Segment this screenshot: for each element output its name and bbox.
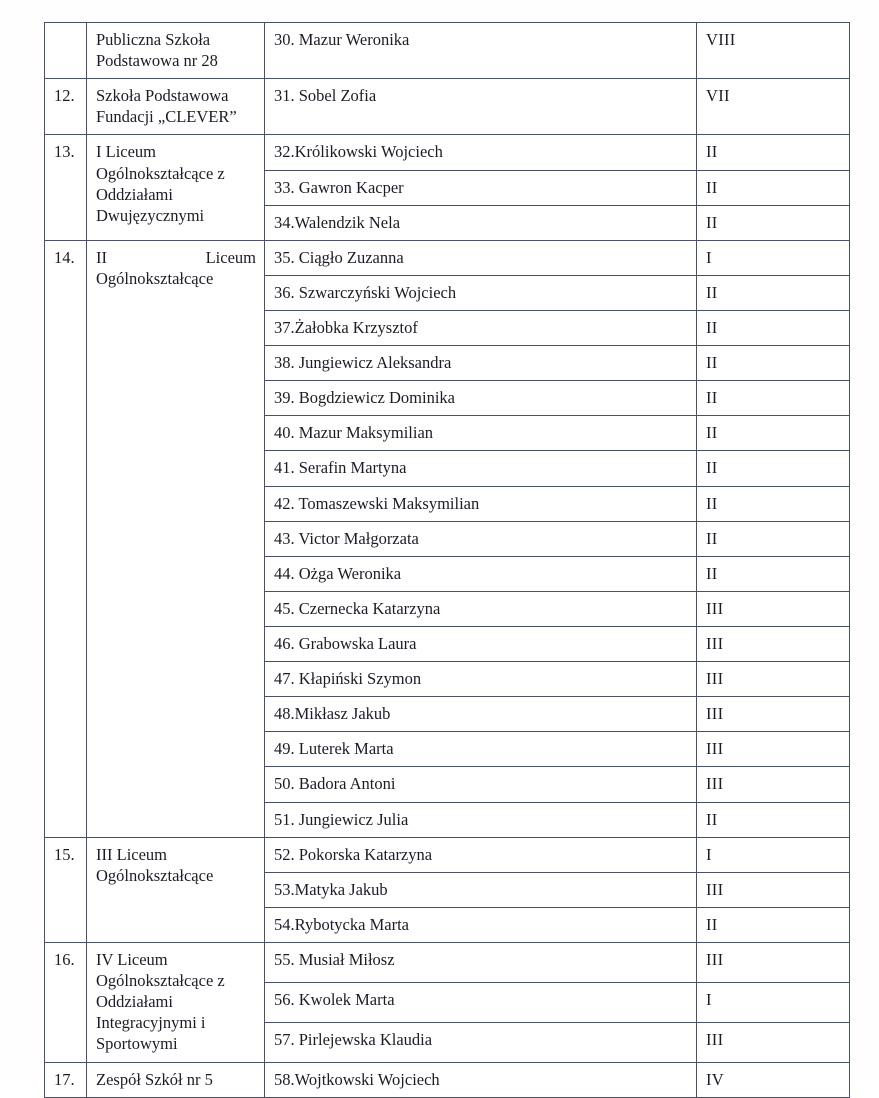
school-line: Szkoła Podstawowa xyxy=(96,86,229,106)
school-line: Ogólnokształcące z xyxy=(96,163,225,183)
class-cell: II xyxy=(697,802,850,837)
school-line: Fundacji „CLEVER” xyxy=(96,107,237,127)
school-line: Integracyjnymi i xyxy=(96,1013,206,1033)
class-cell: II xyxy=(697,381,850,416)
class-cell: II xyxy=(697,416,850,451)
school-line: Sportowymi xyxy=(96,1034,178,1054)
table-row xyxy=(45,837,850,872)
student-name-cell: 31. Sobel Zofia xyxy=(265,79,697,135)
class-cell: III xyxy=(697,662,850,697)
school-line: Podstawowa nr 28 xyxy=(96,51,218,71)
class-cell: II xyxy=(697,451,850,486)
school-line: Oddziałami xyxy=(96,992,173,1012)
student-name-cell: 49. Luterek Marta xyxy=(265,732,697,767)
student-name-cell: 54.Rybotycka Marta xyxy=(265,907,697,942)
class-cell: III xyxy=(697,767,850,802)
class-cell: III xyxy=(697,626,850,661)
student-name-cell: 42. Tomaszewski Maksymilian xyxy=(265,486,697,521)
class-cell: I xyxy=(697,837,850,872)
student-name-cell: 46. Grabowska Laura xyxy=(265,626,697,661)
class-cell: IV xyxy=(697,1062,850,1097)
class-cell: II xyxy=(697,275,850,310)
student-name-cell: 57. Pirlejewska Klaudia xyxy=(265,1022,697,1062)
student-name-cell: 36. Szwarczyński Wojciech xyxy=(265,275,697,310)
school-line: I Liceum xyxy=(96,142,157,162)
class-cell: II xyxy=(697,135,850,170)
school-line: Oddziałami xyxy=(96,184,173,204)
student-name-cell: 34.Walendzik Nela xyxy=(265,205,697,240)
school-cell xyxy=(87,837,265,942)
student-name-cell: 43. Victor Małgorzata xyxy=(265,521,697,556)
table-row xyxy=(45,23,850,79)
class-cell: III xyxy=(697,591,850,626)
student-roster-table xyxy=(44,22,850,1098)
row-number-cell: 12. xyxy=(45,79,87,135)
student-name-cell: 58.Wojtkowski Wojciech xyxy=(265,1062,697,1097)
class-cell: I xyxy=(697,240,850,275)
student-name-cell: 41. Serafin Martyna xyxy=(265,451,697,486)
student-name-cell: 53.Matyka Jakub xyxy=(265,872,697,907)
school-line: IV Liceum xyxy=(96,949,168,969)
student-name-cell: 37.Żałobka Krzysztof xyxy=(265,310,697,345)
school-line: Zespół Szkół nr 5 xyxy=(96,1069,213,1089)
row-number-cell: 13. xyxy=(45,135,87,240)
class-cell: II xyxy=(697,556,850,591)
school-line: III Liceum xyxy=(96,844,168,864)
school-line: Publiczna Szkoła xyxy=(96,30,211,49)
student-name-cell: 47. Kłapiński Szymon xyxy=(265,662,697,697)
school-cell xyxy=(87,79,265,135)
class-cell: II xyxy=(697,205,850,240)
student-name-cell: 33. Gawron Kacper xyxy=(265,170,697,205)
student-name-cell: 40. Mazur Maksymilian xyxy=(265,416,697,451)
school-line: Ogólnokształcące xyxy=(96,865,214,885)
student-name-cell: 44. Ożga Weronika xyxy=(265,556,697,591)
student-name-cell: 55. Musiał Miłosz xyxy=(265,942,697,982)
school-cell xyxy=(87,240,265,837)
class-cell: II xyxy=(697,521,850,556)
class-cell: II xyxy=(697,346,850,381)
class-cell: II xyxy=(697,170,850,205)
student-name-cell: 32.Królikowski Wojciech xyxy=(265,135,697,170)
table-body xyxy=(45,23,850,1098)
school-line: Dwujęzycznymi xyxy=(96,205,205,225)
class-cell: III xyxy=(697,872,850,907)
student-name-cell: 51. Jungiewicz Julia xyxy=(265,802,697,837)
row-number-cell: 17. xyxy=(45,1062,87,1097)
student-name-cell: 45. Czernecka Katarzyna xyxy=(265,591,697,626)
student-name-cell: 50. Badora Antoni xyxy=(265,767,697,802)
class-cell: III xyxy=(697,697,850,732)
student-name-cell: 35. Ciągło Zuzanna xyxy=(265,240,697,275)
school-line: Ogólnokształcące xyxy=(96,268,214,288)
table-row xyxy=(45,942,850,982)
class-cell: II xyxy=(697,310,850,345)
class-cell: I xyxy=(697,982,850,1022)
school-cell xyxy=(87,23,265,79)
table-row xyxy=(45,240,850,275)
student-name-cell: 48.Mikłasz Jakub xyxy=(265,697,697,732)
student-name-cell: 56. Kwolek Marta xyxy=(265,982,697,1022)
row-number-cell xyxy=(45,23,87,79)
table-row xyxy=(45,79,850,135)
school-line: Ogólnokształcące z xyxy=(96,971,225,991)
row-number-cell: 14. xyxy=(45,240,87,837)
row-number-cell: 15. xyxy=(45,837,87,942)
student-name-cell: 38. Jungiewicz Aleksandra xyxy=(265,346,697,381)
student-name-cell: 52. Pokorska Katarzyna xyxy=(265,837,697,872)
school-cell xyxy=(87,942,265,1062)
student-name-cell: 39. Bogdziewicz Dominika xyxy=(265,381,697,416)
class-cell: III xyxy=(697,732,850,767)
student-name-cell: 30. Mazur Weronika xyxy=(265,23,697,79)
table-row xyxy=(45,135,850,170)
class-cell: II xyxy=(697,486,850,521)
class-cell: III xyxy=(697,1022,850,1062)
school-cell xyxy=(87,135,265,240)
class-cell: VIII xyxy=(697,23,850,79)
class-cell: III xyxy=(697,942,850,982)
class-cell: II xyxy=(697,907,850,942)
class-cell: VII xyxy=(697,79,850,135)
row-number-cell: 16. xyxy=(45,942,87,1062)
school-line: II Liceum xyxy=(96,247,256,267)
